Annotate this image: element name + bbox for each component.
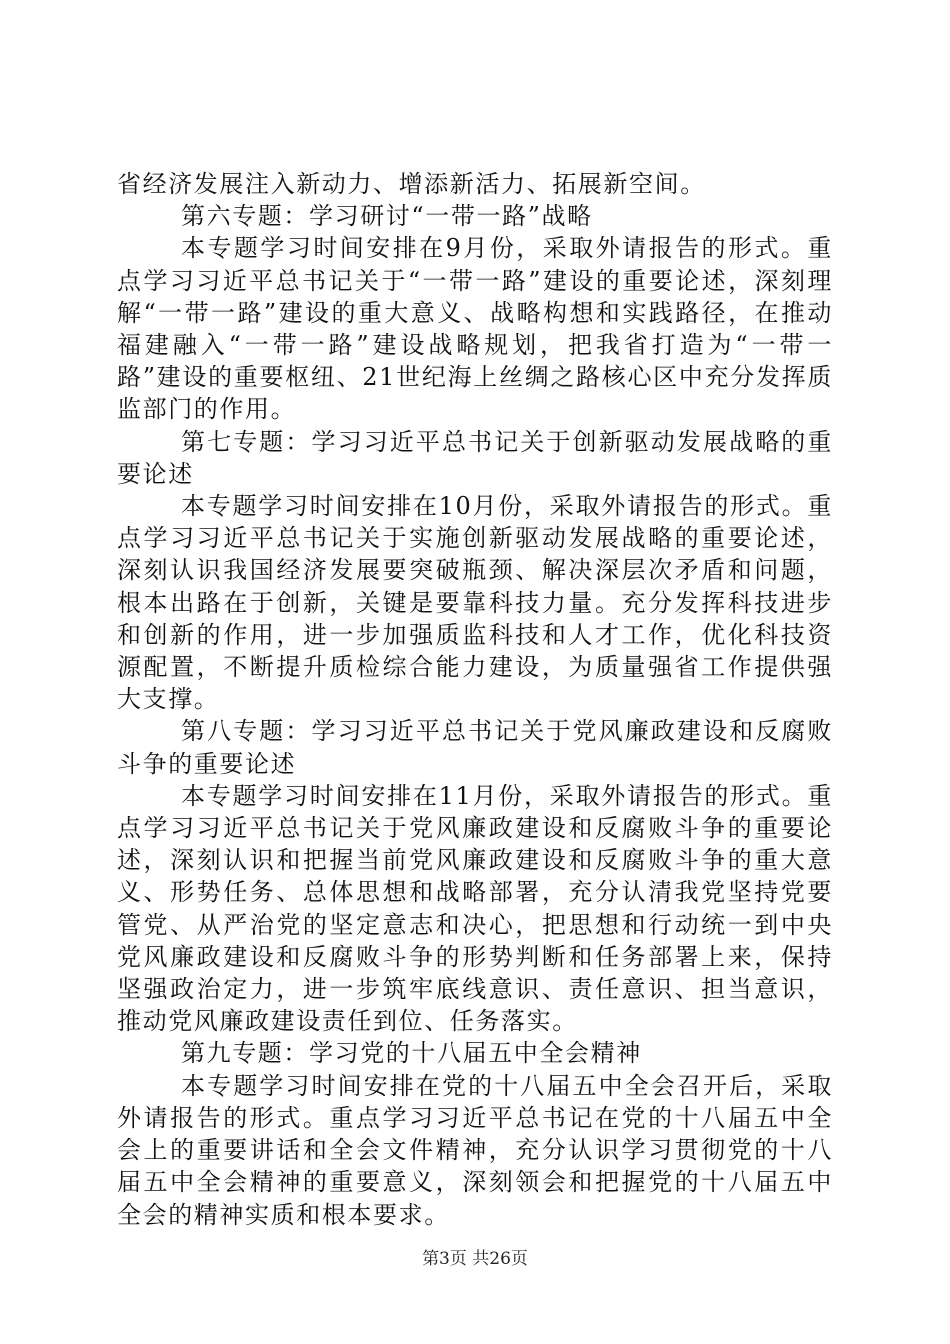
page-footer — [0, 1244, 950, 1269]
section-body-8: 本专题学习时间安排在11月份，采取外请报告的形式。重点学习习近平总书记关于党风廉政建设和反腐败斗争的重要论述，深刻认识和把握当前党风廉政建设和反腐败斗争的重大意义、形势任务、总体思想和战略部署，充分认清我党坚持党要管党、从严治党的坚定意志和决心，把思想和行动统一到中央党风廉政建设和反腐败斗争的形势判断和任务部署上来，保持坚强政治定力，进一步筑牢底线意识、责任意识、担当意识，推动党风廉政建设责任到位、任务落实。 — [117, 781, 833, 1036]
section-body-9: 本专题学习时间安排在党的十八届五中全会召开后，采取外请报告的形式。重点学习习近平总书记在党的十八届五中全会上的重要讲话和全会文件精神，充分认识学习贯彻党的十八届五中全会精神的重要意义，深刻领会和把握党的十八届五中全会的精神实质和根本要求。 — [117, 1071, 833, 1229]
section-heading-7: 第七专题：学习习近平总书记关于创新驱动发展战略的重要论述 — [117, 427, 833, 488]
section-body-6: 本专题学习时间安排在9月份，采取外请报告的形式。重点学习习近平总书记关于“一带一路”建设的重要论述，深刻理解“一带一路”建设的重大意义、战略构想和实践路径，在推动福建融入“一带一路”建设战略规划，把我省打造为“一带一路”建设的重要枢纽、21世纪海上丝绸之路核心区中充分发挥质监部门的作用。 — [117, 234, 833, 424]
section-heading-9: 第九专题：学习党的十八届五中全会精神 — [181, 1039, 642, 1068]
section-body-7: 本专题学习时间安排在10月份，采取外请报告的形式。重点学习习近平总书记关于实施创新驱动发展战略的重要论述，深刻认识我国经济发展要突破瓶颈、解决深层次矛盾和问题，根本出路在于创新，关键是要靠科技力量。充分发挥科技进步和创新的作用，进一步加强质监科技和人才工作，优化科技资源配置，不断提升质检综合能力建设，为质量强省工作提供强大支撑。 — [117, 492, 833, 714]
section-heading-8: 第八专题：学习习近平总书记关于党风廉政建设和反腐败斗争的重要论述 — [117, 717, 833, 778]
page-number-label: 第3页 共26页 — [422, 1249, 528, 1269]
document-body — [117, 168, 833, 1231]
section-heading-6: 第六专题：学习研讨“一带一路”战略 — [181, 202, 593, 231]
paragraph-continuation: 省经济发展注入新动力、增添新活力、拓展新空间。 — [117, 170, 706, 198]
